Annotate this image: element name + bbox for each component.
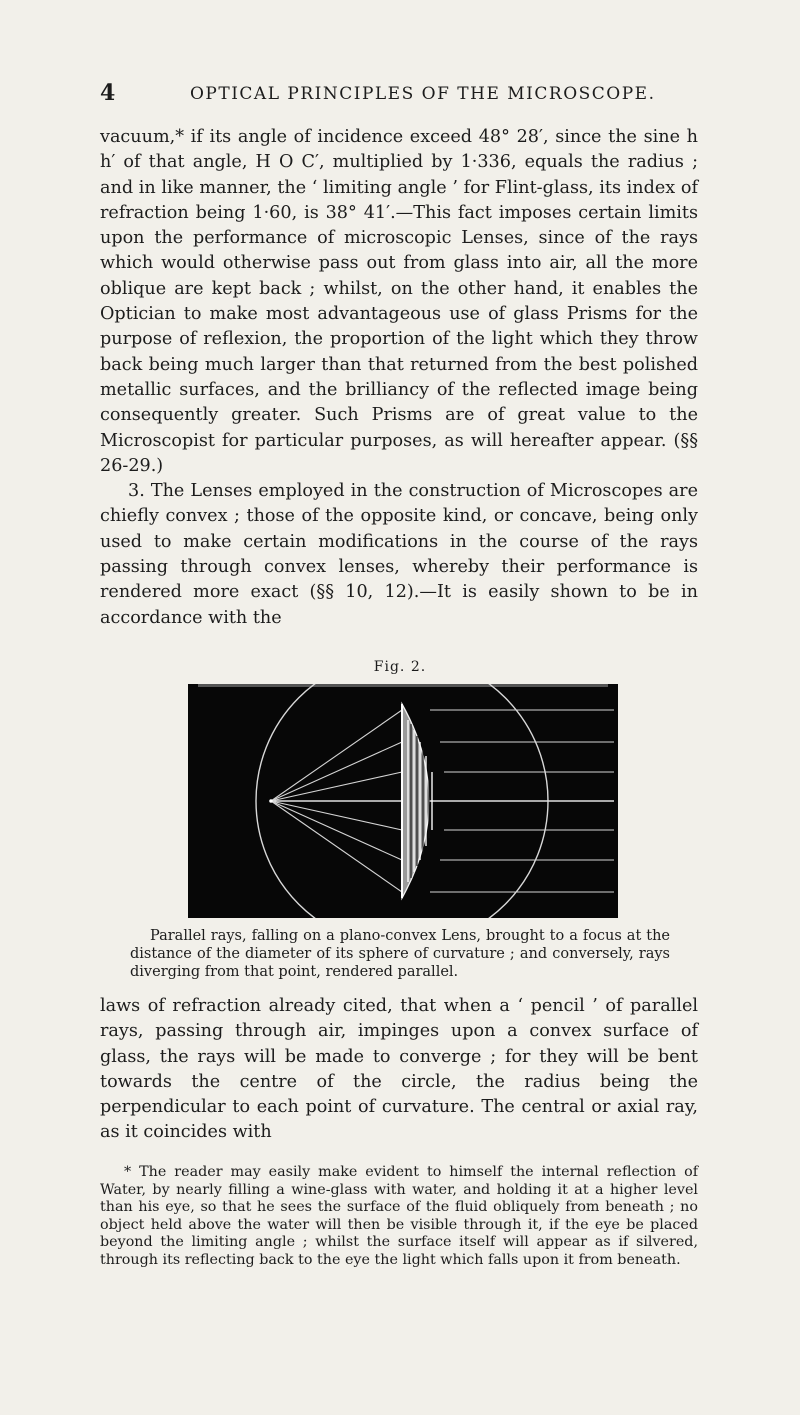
footnote: * The reader may easily make evident to himself the internal reflection of Water, by nearly filling a wine-glass with water, and holding it at a higher level than his eye, so that he sees the surface of the fluid obliquely from beneath ; no object held above the water will then be visible through it, if the eye be placed beyond the limiting angle ; whilst the surface itself will appear as if silvered, through its reflecting back to the eye the light which falls upon it from beneath. xyxy=(100,1164,698,1268)
body-text-bottom xyxy=(100,994,698,1146)
paragraph-refraction: laws of refraction already cited, that when a ‘ pencil ’ of parallel rays, passing through air, impinges upon a convex surface of glass, the rays will be made to converge ; for they will be bent towards the centre of the circle, the radius being the perpendicular to each point of curvature. The central or axial ray, as it coincides with xyxy=(100,996,698,1143)
running-head: OPTICAL PRINCIPLES OF THE MICROSCOPE. xyxy=(190,84,656,104)
paragraph-lenses: 3. The Lenses employed in the construction of Microscopes are chiefly convex ; those of the opposite kind, or concave, being only used to make certain modifications in the course of the rays passing through convex lenses, whereby their performance is rendered more exact (§§ 10, 12).—It is easily shown to be in accordance with the xyxy=(100,481,698,628)
body-text-top xyxy=(100,125,698,631)
page-number: 4 xyxy=(100,80,116,106)
figure-label: Fig. 2. xyxy=(373,659,427,675)
figure-plano-convex-lens xyxy=(188,684,618,918)
paragraph-vacuum: vacuum,* if its angle of incidence exceed 48° 28′, since the sine h h′ of that angle, H O C′, multiplied by 1·336, equals the radius ; and in like manner, the ‘ limiting angle ’ for Flint-glass, its index of refraction being 1·60, is 38° 41′.—This fact imposes certain limits upon the performance of microscopic Lenses, since of the rays which would otherwise pass out from glass into air, all the more oblique are kept back ; whilst, on the other hand, it enables the Optician to make most advantageous use of glass Prisms for the purpose of reflexion, the proportion of the light which they throw back being much larger than that returned from the best polished metallic surfaces, and the brilliancy of the reflected image being consequently greater. Such Prisms are of great value to the Microscopist for particular purposes, as will hereafter appear. (§§ 26-29.) xyxy=(100,127,698,476)
page-header xyxy=(100,80,720,110)
figure-caption: Parallel rays, falling on a plano-convex Lens, brought to a focus at the distance of the diameter of its sphere of curvature ; and conversely, rays diverging from that point, rendered parallel. xyxy=(130,928,670,980)
focus-point xyxy=(269,799,273,803)
diagram-top-edge xyxy=(198,684,608,687)
lens-diagram xyxy=(188,684,618,918)
